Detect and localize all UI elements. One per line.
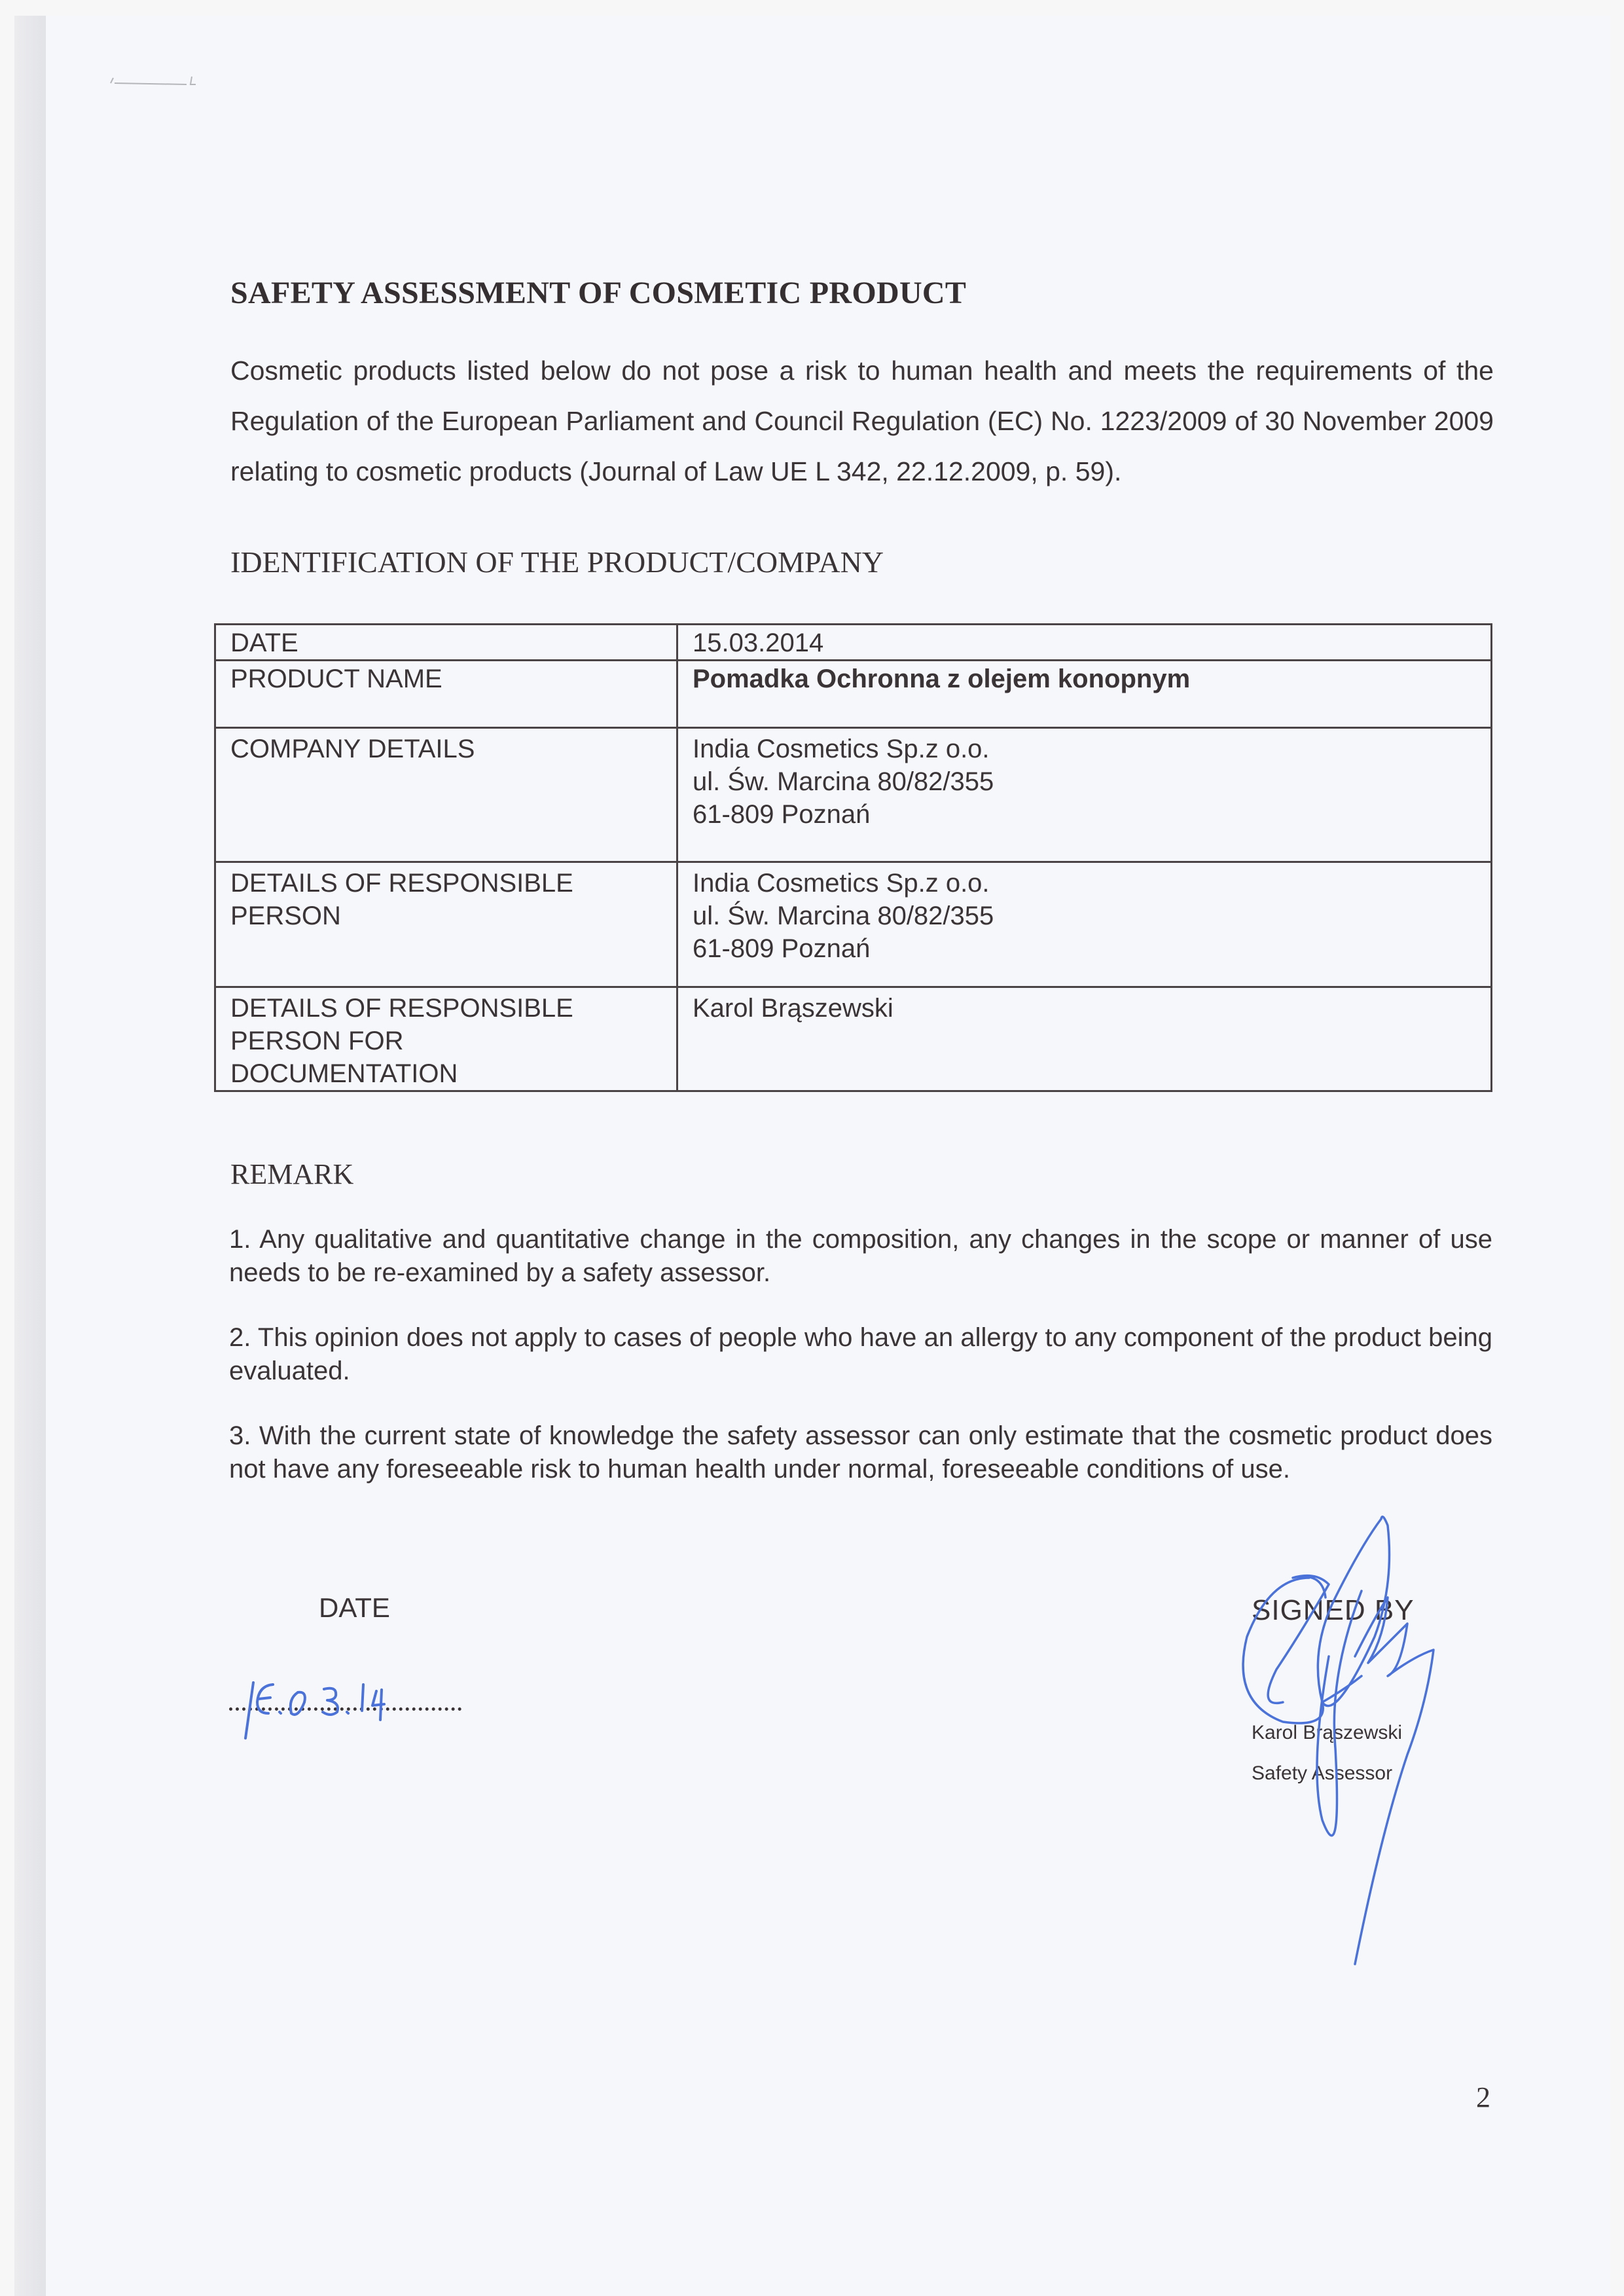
- remarks-list: [229, 1223, 1492, 1518]
- row-label: COMPANY DETAILS: [215, 728, 677, 862]
- remark-item: 3. With the current state of knowledge the safety assessor can only estimate that the cosmetic product does not have any foreseeable risk to human health under normal, foreseeable conditions of use.: [229, 1421, 1492, 1484]
- signed-by-label: SIGNED BY: [1252, 1594, 1415, 1626]
- row-label: PRODUCT NAME: [215, 661, 677, 728]
- responsible-company-name: India Cosmetics Sp.z o.o.: [693, 869, 990, 898]
- company-city: 61-809 Poznań: [693, 800, 871, 829]
- remark-item: 1. Any qualitative and quantitative change in the composition, any changes in the scope or manner of use needs to be re-examined by a safety assessor.: [229, 1225, 1492, 1287]
- date-label: DATE: [319, 1592, 390, 1623]
- remark-item: 2. This opinion does not apply to cases of people who have an allergy to any component of the product being evaluated.: [229, 1323, 1492, 1385]
- pencil-mark: [108, 70, 206, 90]
- table-row-product-name: [215, 661, 1492, 728]
- row-label-line: PERSON: [230, 902, 341, 930]
- scan-edge-strip: [14, 16, 46, 2296]
- row-label: [215, 862, 677, 987]
- row-label-line: DETAILS OF RESPONSIBLE: [230, 869, 573, 898]
- row-value: [677, 728, 1492, 862]
- identification-heading: IDENTIFICATION OF THE PRODUCT/COMPANY: [230, 545, 884, 579]
- identification-table: [214, 623, 1492, 1092]
- row-value: Karol Brąszewski: [677, 987, 1492, 1091]
- responsible-city: 61-809 Poznań: [693, 934, 871, 963]
- row-label-line: PERSON FOR: [230, 1027, 404, 1055]
- handwritten-date: [232, 1673, 429, 1745]
- row-label-line: DETAILS OF RESPONSIBLE: [230, 994, 573, 1023]
- company-name: India Cosmetics Sp.z o.o.: [693, 735, 990, 763]
- responsible-street: ul. Św. Marcina 80/82/355: [693, 902, 994, 930]
- table-row-documentation-person: [215, 987, 1492, 1091]
- row-value: [677, 862, 1492, 987]
- document-title: SAFETY ASSESSMENT OF COSMETIC PRODUCT: [230, 276, 967, 310]
- row-label: DATE: [215, 625, 677, 661]
- table-row-company-details: [215, 728, 1492, 862]
- intro-paragraph: Cosmetic products listed below do not pose a risk to human health and meets the requirements of the Regulation of the European Parliament and Council Regulation (EC) No. 1223/2009 of 30 November 2009 relating to cosmetic products (Journal of Law UE L 342, 22.12.2009, p. 59).: [230, 355, 1494, 486]
- signer-role: Safety Assessor: [1252, 1762, 1393, 1784]
- row-value: Pomadka Ochronna z olejem konopnym: [677, 661, 1492, 728]
- remark-heading: REMARK: [230, 1158, 354, 1190]
- row-value: 15.03.2014: [677, 625, 1492, 661]
- row-label: [215, 987, 677, 1091]
- table-row-responsible-person: [215, 862, 1492, 987]
- row-label-line: DOCUMENTATION: [230, 1059, 458, 1088]
- page-number: 2: [1476, 2081, 1490, 2113]
- company-street: ul. Św. Marcina 80/82/355: [693, 767, 994, 796]
- table-row-date: [215, 625, 1492, 661]
- signer-name: Karol Brąszewski: [1252, 1722, 1403, 1743]
